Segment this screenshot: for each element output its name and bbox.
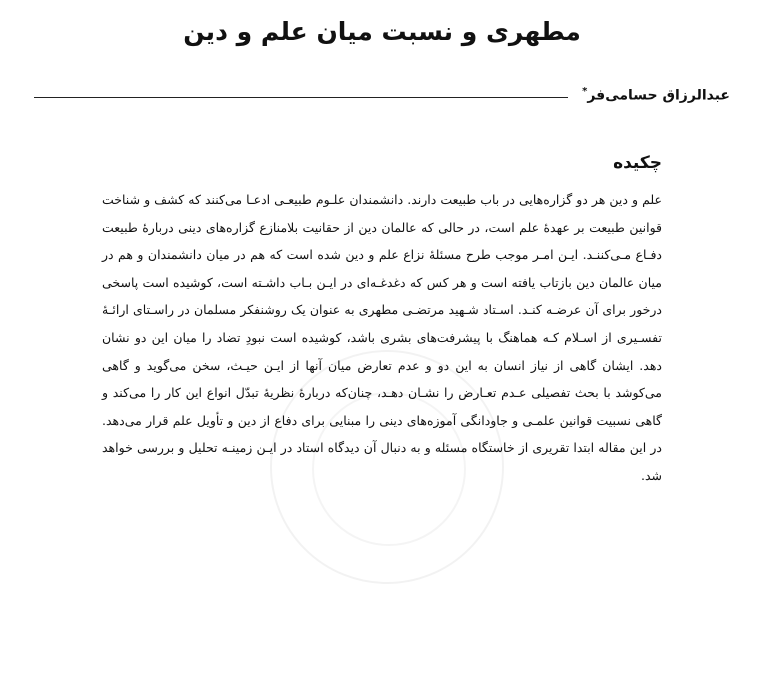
author-separator-rule xyxy=(34,97,568,98)
article-title: مطهری و نسبت میان علم و دین xyxy=(183,17,581,46)
author-name: عبدالرزاق حسامی‌فر xyxy=(587,87,730,104)
author-footnote-mark: * xyxy=(582,86,588,98)
author-line xyxy=(34,82,730,108)
abstract-heading: چکیده xyxy=(613,153,662,173)
abstract-body: علم و دین هر دو گزاره‌هایی در باب طبیعت دارند. دانشمندان علـوم طبیعـی ادعـا می‌کنند که کشف و شناخت قوانین طبیعت بر عهدهٔ علم است، در حالی که عالمان دین از حقانیت بلامنازع گزاره‌های دینی دربارهٔ طبیعت دفـاع مـی‌کننـد. ایـن امـر موجب طرح مسئلهٔ نزاع علم و دین شده است که هم در میان دانشمندان و هم در میان عالمان دین بازتاب یافته است و هر کس که دغدغـه‌ای در ایـن بـاب داشـته است، کوشیده است پاسخی درخور برای آن عرضـه کنـد. اسـتاد شـهید مرتضـی مطهری به عنوان یک روشنفکر مسلمان در راسـتای ارائـهٔ تفسـیری از اسـلام کـه هماهنگ با پیشرفت‌های بشری باشد، کوشیده است نبودِ تضاد را میان این دو نشان دهد. ایشان گاهی از نیاز انسان به این دو و عدم تعارض میان آنها از ایـن حیـث، سخن می‌گوید و گاهی می‌کوشد با بحث تفصیلی عـدم تعـارض را نشـان دهـد، چنان‌که دربارهٔ نظریهٔ تبدّل انواع این کار را می‌کند و گاهی نسبیت قوانین علمـی و جاودانگی آموزه‌های دینی را مبنایی برای دفاع از دین و تأویل علم قرار می‌دهد. در این مقاله ابتدا تقریری از خاستگاه مسئله و به دنبال آن دیدگاه استاد در ایـن زمینـه تحلیل و بررسی خواهد شد. xyxy=(102,192,662,483)
author-name-block xyxy=(568,86,730,104)
